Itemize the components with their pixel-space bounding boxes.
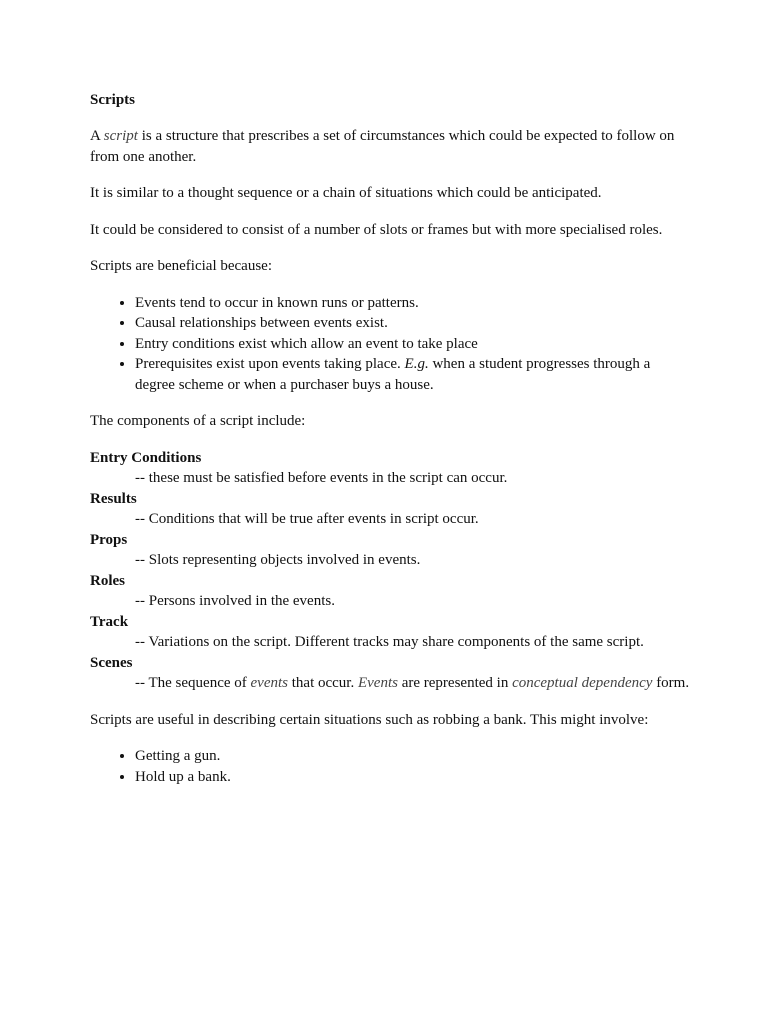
scenes-desc-c: are represented in (397, 675, 513, 691)
benefits-list (90, 293, 690, 396)
intro-p1-rest: is a structure that prescribes a set of circumstances which could be expected to follow on from one another. (90, 128, 675, 165)
component-desc: -- Slots representing objects involved in events. (135, 552, 421, 568)
benefit-4-prefix: Prerequisites exist upon events taking place. (135, 356, 405, 372)
component-term: Roles (90, 572, 125, 589)
components-list (90, 448, 690, 694)
component-term: Scenes (90, 654, 133, 671)
closing-paragraph: Scripts are useful in describing certain situations such as robbing a bank. This might involve: (90, 711, 649, 728)
component-desc (135, 673, 690, 694)
component-term: Track (90, 613, 129, 630)
intro-paragraph-3: It could be considered to consist of a number of slots or frames but with more specialised roles. (90, 221, 663, 238)
intro-paragraph-2: It is similar to a thought sequence or a chain of situations which could be anticipated. (90, 185, 602, 201)
components-intro: The components of a script include: (90, 413, 306, 429)
scenes-desc-d: form. (652, 675, 690, 691)
intro-paragraph-4: Scripts are beneficial because: (90, 258, 272, 274)
list-item: • Causal relationships between events exist. (135, 313, 690, 334)
steps-list (90, 746, 690, 787)
list-item: • Events tend to occur in known runs or patterns. (135, 293, 690, 314)
script-link[interactable]: script (103, 128, 138, 144)
list-item: • Hold up a bank. (135, 767, 690, 788)
events-link-2[interactable]: Events (357, 675, 398, 691)
scenes-desc-b: that occur. (288, 675, 358, 691)
component-desc: -- these must be satisfied before events in the script can occur. (135, 470, 508, 486)
component-term: Props (90, 531, 128, 548)
list-item: • Entry conditions exist which allow an event to take place (135, 334, 690, 355)
intro-paragraph-1 (90, 126, 690, 167)
benefit-4-rest: when a student progresses through a degree scheme or when a purchaser buys a house. (135, 356, 651, 393)
eg-emphasis: E.g. (404, 356, 429, 372)
component-desc: -- Conditions that will be true after events in script occur. (135, 511, 479, 527)
component-term: Results (90, 490, 137, 507)
component-desc: -- Variations on the script. Different tracks may share components of the same script. (135, 634, 644, 650)
intro-p1-prefix: A (90, 128, 104, 144)
scenes-desc-a: -- The sequence of (135, 675, 251, 691)
list-item (135, 354, 690, 395)
events-link[interactable]: events (250, 675, 288, 691)
component-term: Entry Conditions (90, 449, 202, 466)
list-item: • Getting a gun. (135, 746, 690, 767)
document-body (90, 90, 690, 803)
conceptual-dependency-link[interactable]: conceptual dependency (512, 675, 653, 691)
page-title: Scripts (90, 92, 135, 108)
component-desc: -- Persons involved in the events. (135, 593, 335, 609)
